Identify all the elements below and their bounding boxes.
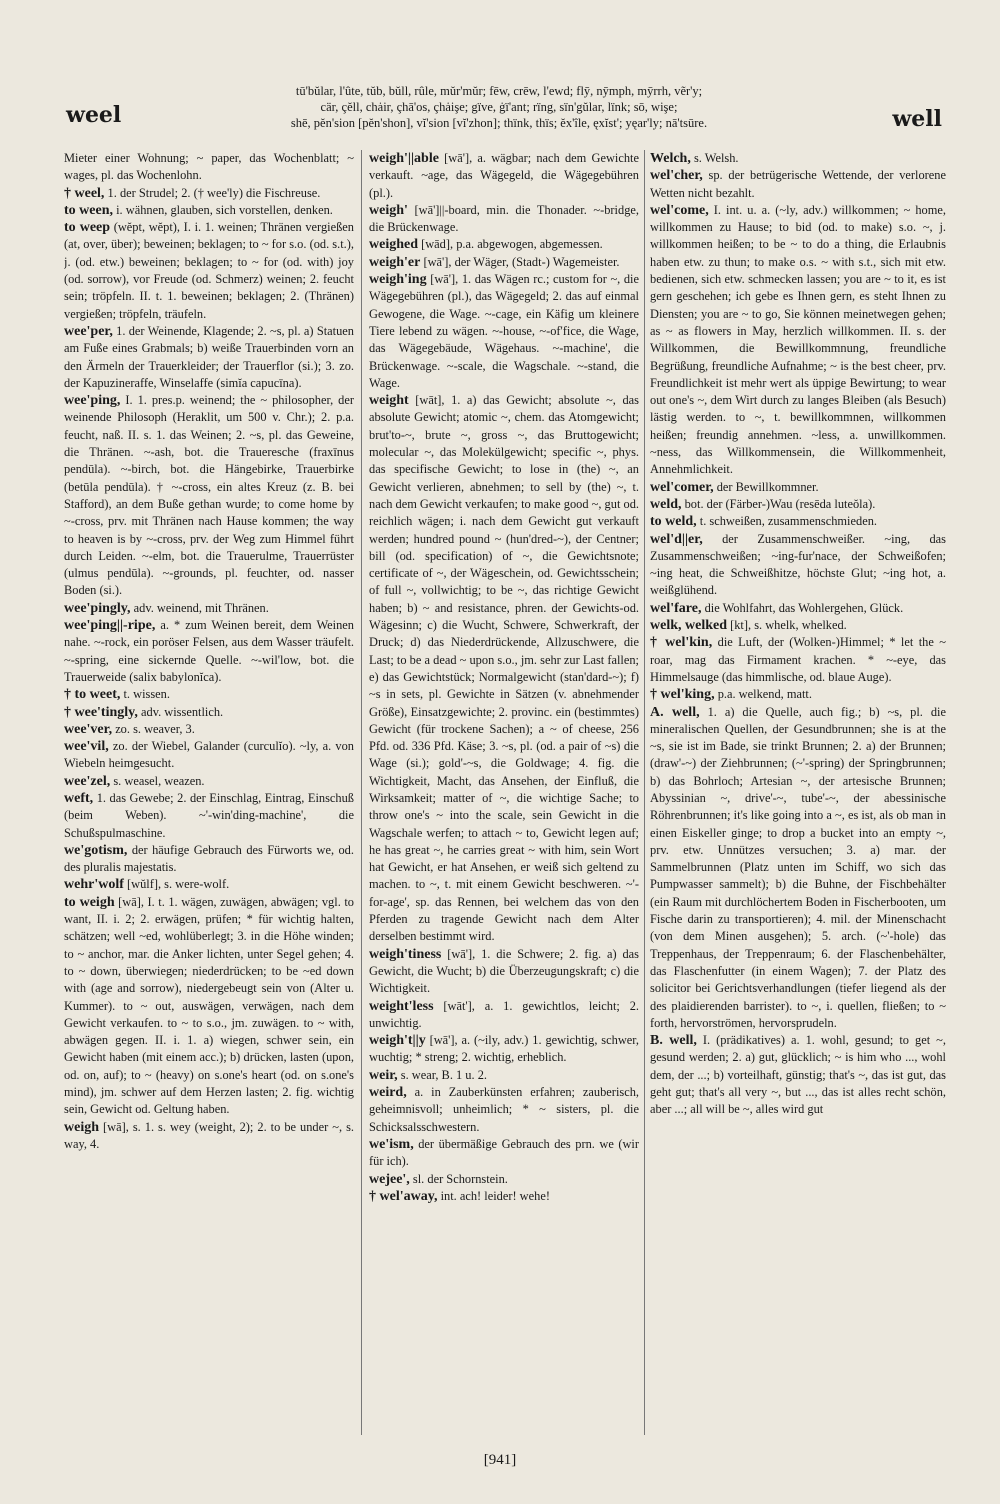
dictionary-entry <box>369 1067 639 1084</box>
entry-definition: [wāt'], a. 1. gewichtlos, leicht; 2. unwichtig. <box>369 998 639 1030</box>
entry-headword: † to weet, <box>64 687 121 703</box>
entry-headword: † wel'away, <box>369 1188 438 1204</box>
dictionary-entry <box>64 323 354 392</box>
entry-definition: t. schweißen, zusammenschmieden. <box>699 514 877 529</box>
entry-headword: wejee', <box>369 1171 410 1187</box>
entry-definition: I. (prädikatives) a. 1. wohl, gesund; to get ~, gesund werden; 2. a) gut, glücklich; ~ is him who ..., wohl dem, der ...; b) vorteilhaft, günstig; that's ~, das ist gut, das geht gut; that's all very ~, but ..., das ist alles recht schön, aber ...; all will be ~, alles wird gut <box>650 1033 946 1117</box>
pronunciation-key-line-2: cär, çĕll, chȧir, çhā'os, çhȧişe; gïve, ġï'ant; rïng, sïn'gŭlar, lïnk; sō, wişe; <box>320 100 678 114</box>
dictionary-entry <box>650 634 946 686</box>
entry-definition: [wā'], der Wäger, (Stadt-) Wagemeister. <box>423 254 620 269</box>
dictionary-entry <box>64 686 354 703</box>
column-3 <box>650 150 946 1440</box>
dictionary-entry <box>64 1119 354 1154</box>
dictionary-entry <box>369 202 639 237</box>
entry-definition: t. wissen. <box>123 687 170 702</box>
dictionary-entry <box>64 738 354 773</box>
entry-definition: der Zusammenschweißer. ~ing, das Zusammenschweißen; ~ing-fur'nace, der Schweißofen; ~ing heat, die Schweißhitze, höchste Glut; ~ing hot, a. weißglühend. <box>650 531 946 598</box>
entry-headword: weigh'er <box>369 254 421 270</box>
entry-definition: s. wear, B. 1 u. 2. <box>400 1067 487 1082</box>
dictionary-entry <box>64 894 354 1119</box>
entry-headword: weigh' <box>369 202 408 218</box>
entry-definition: zo. der Wiebel, Galander (curculĭo). ~ly, a. von Wiebeln heimgesucht. <box>64 739 354 771</box>
entry-headword: B. well, <box>650 1033 697 1049</box>
dictionary-entry <box>64 721 354 738</box>
entry-headword: weight'less <box>369 998 434 1014</box>
entry-headword: wel'd||er, <box>650 531 703 547</box>
entry-headword: wee'pingly, <box>64 600 131 616</box>
pronunciation-key-line-3: shē, pĕn'sion [pĕn'shon], vĭ'sion [vĭ'zhon]; thïnk, thïs; ĕx'île, ęxĭst'; yęar'ly; nā'tsūre. <box>290 116 708 130</box>
entry-headword: weft, <box>64 790 94 806</box>
entry-headword: wee'per, <box>64 323 113 339</box>
dictionary-entry <box>650 1032 946 1118</box>
entry-headword: † wee'tingly, <box>64 704 138 720</box>
entry-definition: a. in Zauberkünsten erfahren; zauberisch, geheimnisvoll; unheimlich; * ~ sisters, pl. die Schicksalsschwestern. <box>369 1085 639 1134</box>
entry-definition: der häufige Gebrauch des Fürworts we, od. des pluralis majestatis. <box>64 842 354 875</box>
column-2 <box>369 150 639 1440</box>
entry-definition: [wŭlf], s. were-wolf. <box>127 877 230 892</box>
dictionary-entry <box>650 513 946 530</box>
entry-definition: [wād], p.a. abgewogen, abgemessen. <box>421 237 603 252</box>
entry-headword: A. well, <box>650 704 700 720</box>
entry-definition: der Bewillkommner. <box>716 479 819 494</box>
dictionary-entry <box>64 202 354 219</box>
entry-headword: wel'comer, <box>650 479 714 495</box>
entry-headword: wee'zel, <box>64 773 111 789</box>
dictionary-entry <box>369 1136 639 1171</box>
dictionary-entry <box>369 1171 639 1188</box>
running-header <box>0 82 1000 140</box>
entry-definition: [wā], s. 1. s. wey (weight, 2); 2. to be under ~, s. way, 4. <box>64 1119 354 1151</box>
dictionary-entry <box>369 236 639 253</box>
entry-definition: int. ach! leider! wehe! <box>440 1188 550 1203</box>
dictionary-entry <box>650 600 946 617</box>
entry-headword: wee'ping||-ripe, <box>64 618 156 634</box>
dictionary-entry <box>650 202 946 479</box>
dictionary-entry <box>64 617 354 686</box>
dictionary-entry <box>650 496 946 513</box>
dictionary-entry <box>650 150 946 167</box>
dictionary-entry <box>369 1188 639 1205</box>
entry-definition: adv. weinend, mit Thränen. <box>133 600 269 615</box>
entry-headword: wee'ping, <box>64 393 121 409</box>
column-divider-2 <box>644 150 645 1435</box>
dictionary-entry <box>650 704 946 1033</box>
entry-headword: Welch, <box>650 151 691 166</box>
dictionary-entry <box>64 704 354 721</box>
dictionary-entry <box>650 686 946 703</box>
entry-definition: [wā'], 1. das Wägen rc.; custom for ~, die Wägegebühren (pl.), das Wägegeld; 2. das auf einmal Gewogene, die Wage. ~-cage, ein Käfig um kleinere Tiere lebend zu wägen. ~-house, ~-of'fice, die Wage, das Wägegebäude, Wägehaus. ~-machine', die Brückenwage. ~-scale, die Wagschale. ~-stand, die Wage. <box>369 272 639 390</box>
dictionary-entry <box>369 946 639 998</box>
entry-headword: wel'fare, <box>650 600 702 616</box>
entry-headword: weight <box>369 393 409 409</box>
entry-headword: we'gotism, <box>64 842 128 858</box>
entry-definition: I. int. u. a. (~ly, adv.) willkommen; ~ home, willkommen zu Hause; to bid (od. to make) s.o. ~, j. willkommen heißen; to be ~ to do a thing, die Erlaubnis haben etw. zu thun; to make o.s. ~ with s.t., sich mit etw. bedienen, sich etw. schmecken lassen; you are ~ to it, es ist gern geschehen; ich gebe es Ihnen gern, es steht Ihnen zu Diensten; you are ~ to go, Sie können meinetwegen gehen; as ~ as flowers in May, herzlich willkommen. II. s. der Willkommen, die Bewillkommnung, freundliche Begrüßung, freundliche Aufnahme; ~ is the best cheer, prv. Freundlichkeit ist mehr wert als üppige Bewirtung; to wear out one's ~, dem Wirt durch zu langes Bleiben (als Besuch) lästig werden. to ~, t. bewillkommnen, willkommen heißen; freundig annehmen. ~less, a. unwillkommen. ~ness, das Willkommensein, die Willkommenheit, Annehmlichkeit. <box>650 202 946 477</box>
entry-definition: der übermäßige Gebrauch des prn. we (wir für ich). <box>369 1136 639 1169</box>
dictionary-entry <box>369 254 639 271</box>
entry-definition: [wā'], a. (~ily, adv.) 1. gewichtig, schwer, wuchtig; * streng; 2. wichtig, erheblich. <box>369 1033 639 1065</box>
entry-definition: bot. der (Färber-)Wau (resēda luteŏla). <box>684 496 876 511</box>
entry-definition: die Wohlfahrt, das Wohlergehen, Glück. <box>704 600 904 615</box>
dictionary-entry <box>64 790 354 842</box>
entry-definition: [kt], s. whelk, whelked. <box>730 618 847 633</box>
entry-headword: weigh'||able <box>369 151 439 166</box>
dictionary-entry <box>369 1032 639 1067</box>
page-number: [941] <box>483 1452 517 1468</box>
right-guide-word: well <box>892 106 942 132</box>
entry-definition: sl. der Schornstein. <box>412 1171 508 1186</box>
entry-definition: [wā'], a. wägbar; nach dem Gewichte verkauft. ~age, das Wägegeld, die Wägegebühren (pl.). <box>369 151 639 200</box>
dictionary-entry <box>650 479 946 496</box>
dictionary-entry <box>64 600 354 617</box>
entry-headword: wee'ver, <box>64 721 113 737</box>
entry-headword: weigh <box>64 1119 99 1135</box>
entry-definition: a. * zum Weinen bereit, dem Weinen nahe. ~-rock, ein poröser Felsen, aus dem Wasser träufelt. ~-spring, eine sickernde Quelle. ~-wil'low, bot. die Trauerweide (salix babylonĭca). <box>64 618 354 684</box>
column-divider-1 <box>361 150 362 1435</box>
entry-headword: wel'cher, <box>650 168 703 184</box>
entry-headword: weld, <box>650 496 682 512</box>
entry-definition: 1. der Strudel; 2. († wee'ly) die Fischreuse. <box>107 185 321 200</box>
entry-headword: wel'come, <box>650 202 709 218</box>
entry-definition: 1. der Weinende, Klagende; 2. ~s, pl. a) Statuen am Fuße eines Grabmals; b) weiße Trauerbinden vorn an den Ärmeln der Trauerkleider; der Trauerflor (si.); 3. zo. der Kapuzineraffe, Winselaffe (simĭa capucīna). <box>64 323 354 390</box>
entry-headword: † weel, <box>64 185 105 201</box>
entry-definition: [wā], I. t. 1. wägen, zuwägen, abwägen; vgl. to want, II. i. 2; 2. erwägen, prüfen; * für wichtig halten, schätzen; well ~ed, wohlüberlegt; 3. in die Höhe winden; to ~ anchor, mar. die Anker lichten, unter Segel gehen; 4. to ~ down, überwiegen; niederdrücken; to be ~ed down with (age and sorrow), niedergebeugt sein von (Alter u. Kummer). to ~ out, auswägen, verwägen, nach dem Gewicht verkaufen. to ~ to s.o., jm. zuwägen. to ~ with, abwägen gegen. II. i. 1. a) wiegen, schwer sein, ein Gewicht haben (mit einem acc.); b) drücken, lasten (upon, od. on, auf); to ~ (heavy) on s.one's heart (od. on s.one's mind), jm. schwer auf dem Herzen lasten; 2. fig. wichtig sein, Gewicht od. Geltung haben. <box>64 894 354 1117</box>
entry-headword: weighed <box>369 237 418 253</box>
entry-headword: to weigh <box>64 894 115 910</box>
entry-headword: weir, <box>369 1067 398 1083</box>
entry-definition: s. Welsh. <box>693 151 739 165</box>
entry-definition: die Luft, der (Wolken-)Himmel; * let the ~ roar, mag das Firmament krachen. * ~-eye, das Himmelsauge (das himmlische, od. blaue Auge). <box>650 635 946 684</box>
entry-definition: adv. wissentlich. <box>141 704 224 719</box>
dictionary-entry <box>64 773 354 790</box>
dictionary-entry <box>650 531 946 600</box>
entry-headword: weigh'ing <box>369 272 427 288</box>
dictionary-entry <box>369 271 639 392</box>
entry-definition: [wā']||-board, min. die Thonader. ~-bridge, die Brückenwage. <box>369 202 639 235</box>
entry-headword: † wel'king, <box>650 687 715 703</box>
entry-definition: sp. der betrügerische Wettende, der verlorene Wetten nicht bezahlt. <box>650 168 946 200</box>
entry-headword: weigh't||y <box>369 1033 426 1049</box>
dictionary-entry <box>369 1084 639 1136</box>
dictionary-entry <box>64 219 354 323</box>
entry-definition: 1. a) die Quelle, auch fig.; b) ~s, pl. die mineralischen Quellen, der Gesundbrunnen; she is at the ~s, sie ist im Bade, sie trinkt Brunnen; 2. a) der Brunnen; (draw'-~) der Ziehbrunnen; (~'-spring) der Springbrunnen; b) das Bohrloch; Artesian ~, der artesische Brunnen; Abyssinian ~, drive'-~, tube'-~, der abessinische Röhrenbrunnen; it's like going into a ~, es ist, als ob man in einen Eiskeller ginge; to drop a bucket into an empty ~, prv. etw. Unnützes versuchen; 3. a) mar. der Sammelbrunnen (Platz unten im Schiff, wo sich das Pumpwasser sammelt); b) die Buhne, der Fischbehälter (ein Raum mit durchlöchertem Boden in Fischerbooten, um Fische darin zu transportieren); 4. mil. der Minenschacht (von dem Minen ausgehen); 5. arch. (~'-hole) das Treppenhaus, der Treppenraum; 6. der Flaschenbehälter, das Flaschenfutter (in einem Wagen); 7. der Platz des solicitor bei Gerichtsverhandlungen (tiefer liegend als der des plaidierenden barrister). to ~, i. quellen, fließen; to ~ forth, hervorströmen, hervorsprudeln. <box>650 704 946 1030</box>
entry-definition: (wĕpt, wĕpt), I. i. 1. weinen; Thränen vergießen (at, over, über); beweinen; beklagen; to ~ for s.o. (od. s.t.), j. (od. etw.) beweinen; beklagen; to ~ for (od. with) joy (od. sorrow), vor Freude (od. Schmerz) weinen; 2. feucht sein; tröpfeln. II. t. 1. beweinen; beklagen; 2. (Thränen) vergießen; tröpfeln, träufeln. <box>64 220 354 321</box>
entry-headword: weigh'tiness <box>369 946 442 962</box>
dictionary-entry <box>369 998 639 1033</box>
dictionary-entry <box>64 150 354 185</box>
dictionary-entry <box>64 392 354 600</box>
entry-definition: s. weasel, weazen. <box>113 773 205 788</box>
entry-headword: to weld, <box>650 514 697 530</box>
dictionary-entry <box>369 392 639 946</box>
left-guide-word: weel <box>66 102 122 128</box>
entry-headword: † wel'kin, <box>650 635 713 651</box>
entry-definition: zo. s. weaver, 3. <box>115 721 195 736</box>
dictionary-entry <box>650 617 946 634</box>
dictionary-entry <box>64 876 354 893</box>
entry-headword: to weep <box>64 220 111 236</box>
dictionary-entry <box>650 167 946 202</box>
column-1 <box>64 150 354 1440</box>
dictionary-entry <box>64 842 354 877</box>
dictionary-entry <box>64 185 354 202</box>
dictionary-entry <box>369 150 639 202</box>
entry-headword: wee'vil, <box>64 739 109 755</box>
entry-definition: [wā'], 1. die Schwere; 2. fig. a) das Gewicht, die Wucht; b) die Überzeugungskraft; c) die Wichtigkeit. <box>369 946 639 996</box>
entry-headword: weird, <box>369 1085 407 1101</box>
entry-definition: [wāt], 1. a) das Gewicht; absolute ~, das absolute Gewicht; atomic ~, chem. das Atomgewicht; brut'to-~, brute ~, gross ~, das Bruttogewicht; molecular ~, das Molekülgewicht; specific ~, phys. das specifische Gewicht; to lose in (the) ~, an Gewicht verlieren, abnehmen; to sell by (the) ~, t. nach dem Gewicht verkaufen; to make good ~, gut od. reichlich wägen; i. nach dem Gewicht gut verkauft werden; hundred pound ~ (hun'dred-~), der Centner; bill (od. specification) of ~, die Gewichtsnote; certificate of ~, der Wägeschein, od. Gewichtsschein; of full ~, vollwichtig; to be ~, das richtige Gewicht haben; b) ~ and resistance, phren. der Gewichts-od. Wägesinn; c) die Wucht, Schwere, Schwerkraft, der Druck; d) das Niederdrückende, Allzuschwere, die Last; to be a dead ~ upon s.o., jm. sehr zur Last fallen; e) das Gewichtstück; Normalgewicht (stan'dard-~); f) ~s in sets, pl. Gewichte in Sätzen (v. abnehmender Größe), Einsatzgewichte; 2. provinc. ein (bestimmtes) Gewicht (für trockene Sachen); a ~ of cheese, 256 Pfd. od. 336 Pfd. Käse; 3. ~s, pl. (od. a pair of ~s) die Wage (si.); gold'-~s, die Goldwage; 4. fig. die Wichtigkeit, Macht, das Ansehen, der Einfluß, die Wirksamkeit; matter of ~, die wichtige Sache; to throw one's ~ into the scale, sein Gewicht in die Wagschale werfen; to attach ~ to, Gewicht legen auf; he has great ~, he carries great ~ with him, sein Wort hat Gewicht, er hat Ansehen, er weiß sich geltend zu machen. to ~, t. mit einem Gewicht beschweren. ~'-for-age', sp. das Rennen, bei welchem das von den Pferden zu tragende Gewicht nach dem Alter derselben bestimmt wird. <box>369 393 639 944</box>
pronunciation-key-line-1: tū'bŭlar, l'ûte, tŭb, bŭll, rûle, mŭr'mŭr; fēw, crēw, l'ewd; flȳ, nȳmph, mȳrrh, vẽr'y; <box>295 84 703 98</box>
entry-definition: Mieter einer Wohnung; ~ paper, das Wochenblatt; ~ wages, pl. das Wochenlohn. <box>64 151 354 183</box>
entry-definition: i. wähnen, glauben, sich vorstellen, denken. <box>116 202 333 217</box>
entry-headword: welk, welked <box>650 618 727 634</box>
entry-definition: I. 1. pres.p. weinend; the ~ philosopher, der weinende Philosoph (Heraklit, um 500 v. Chr.); 2. p.a. feucht, naß. II. s. 1. das Weinen; 2. ~s, pl. das Geweine, die Thränen. ~-ash, bot. die Traueresche (fraxīnus pendūla). ~-birch, bot. die Hängebirke, Trauerbirke (betūla pendūla). † ~-cross, ein altes Kreuz (z. B. bei Stafford), an dem Buße gethan wurde; to come home by ~-cross, prv. mit Thränen nach Hause kommen; the way to heaven is by ~-cross, prv. der Weg zum Himmel führt durch Leiden. ~-elm, bot. die Trauerulme, Trauerrüster (ulmus pendūla). ~-grounds, pl. feuchter, od. nasser Boden (si.). <box>64 393 354 598</box>
entry-headword: to ween, <box>64 202 113 218</box>
entry-definition: 1. das Gewebe; 2. der Einschlag, Eintrag, Einschuß (beim Weben). ~'-win'ding-machine', die Schußspulmaschine. <box>64 790 354 840</box>
entry-headword: wehr'wolf <box>64 877 124 893</box>
entry-definition: p.a. welkend, matt. <box>717 687 812 702</box>
entry-headword: we'ism, <box>369 1136 414 1152</box>
